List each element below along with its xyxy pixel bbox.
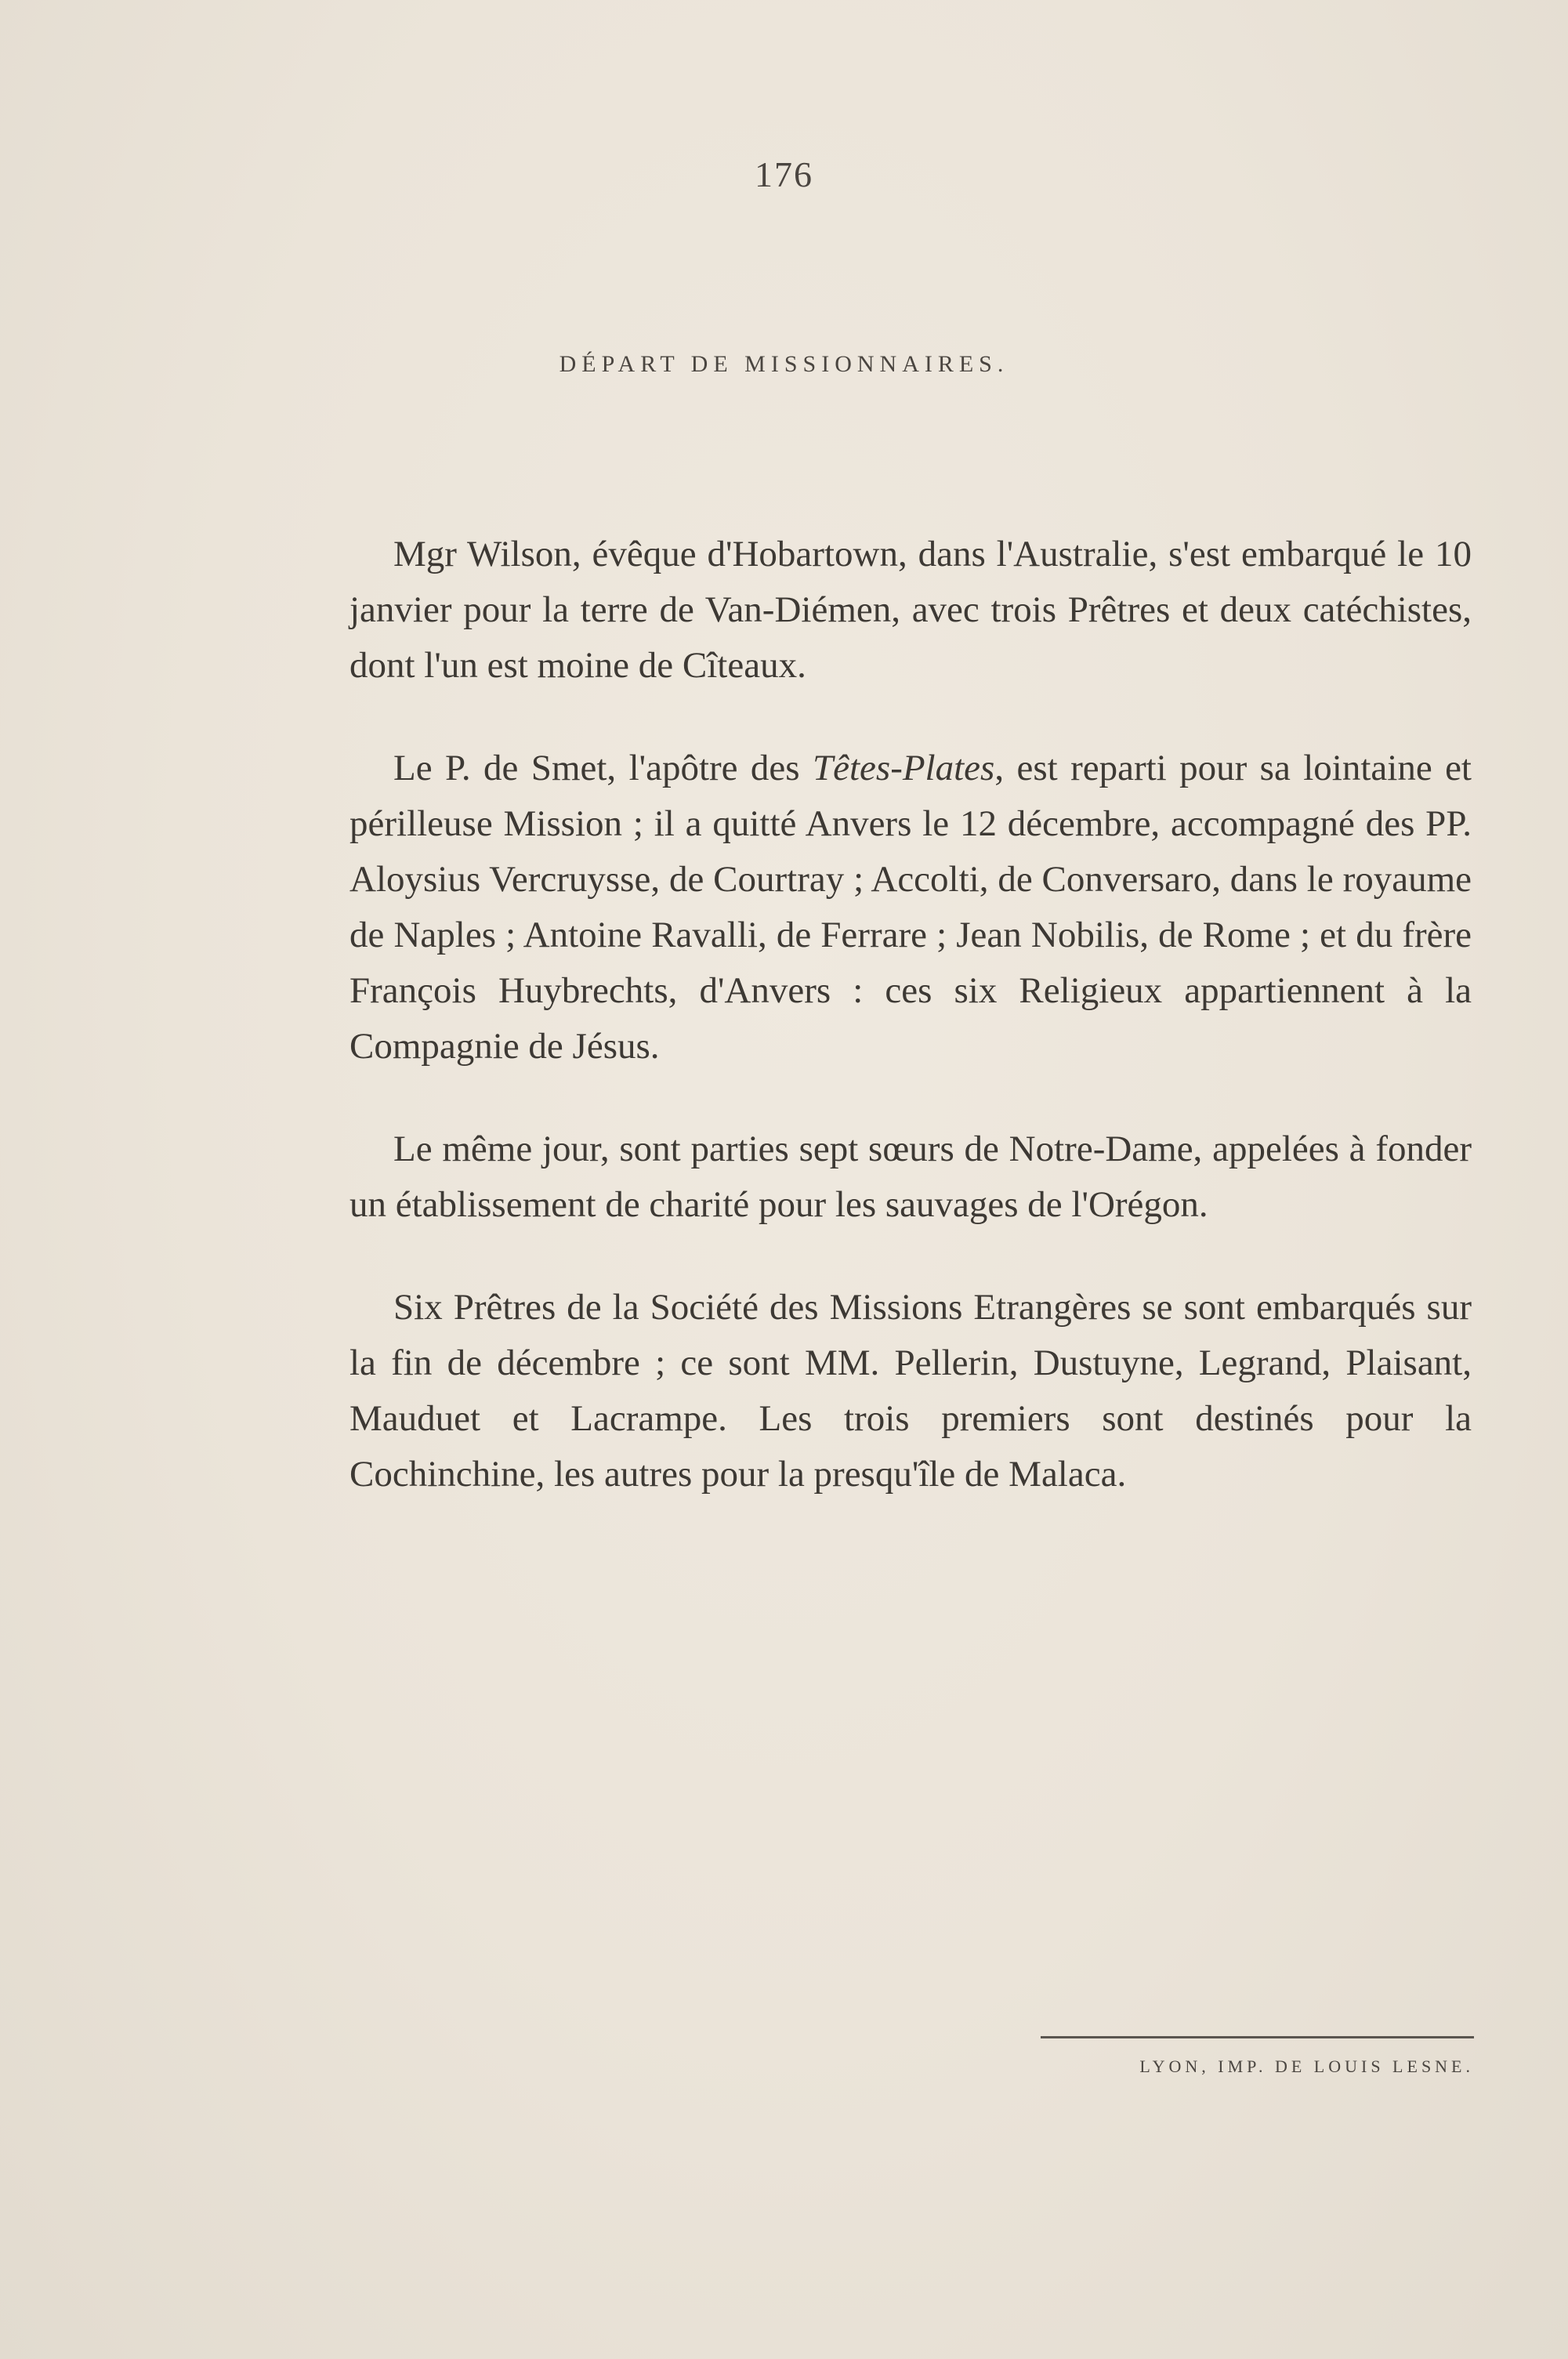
- paragraph-wilson: Mgr Wilson, évêque d'Hobartown, dans l'Australie, s'est embarqué le 10 janvier pour la terre de Van-Diémen, avec trois Prêtres et deux catéchistes, dont l'un est moine de Cîteaux.: [349, 534, 1472, 686]
- paragraph-missions-etrangeres: Six Prêtres de la Société des Missions Etrangères se sont embarqués sur la fin de décembre ; ce sont MM. Pellerin, Dustuyne, Legrand, Plaisant, Mauduet et Lacrampe. Les trois premiers sont destinés pour la Cochinchine, les autres pour la presqu'île de Malaca.: [349, 1287, 1472, 1495]
- paragraph-de-smet: [349, 741, 1472, 1074]
- paragraph-de-smet-part-2: , est reparti pour sa lointaine et périlleuse Mission ; il a quitté Anvers le 12 décembre, accompagné des PP. Aloysius Vercruysse, de Courtray ; Accolti, de Conversaro, dans le royaume de Naples ; Antoine Ravalli, de Ferrare ; Jean Nobilis, de Rome ; et du frère François Huybrechts, d'Anvers : ces six Religieux appartiennent à la Compagnie de Jésus.: [349, 748, 1472, 1067]
- paragraph-de-smet-part-1: Le P. de Smet, l'apôtre des: [393, 748, 813, 788]
- section-heading: DÉPART DE MISSIONNAIRES.: [559, 351, 1009, 377]
- printer-imprint: LYON, IMP. DE LOUIS LESNE.: [1139, 2056, 1474, 2076]
- page-number: 176: [755, 154, 813, 194]
- paragraph-de-smet-italic: Têtes-Plates: [812, 748, 995, 788]
- paragraph-soeurs: Le même jour, sont parties sept sœurs de Notre-Dame, appelées à fonder un établissement de charité pour les sauvages de l'Orégon.: [349, 1129, 1472, 1225]
- body-text: [349, 527, 1472, 1549]
- footer-rule: [1041, 2036, 1474, 2038]
